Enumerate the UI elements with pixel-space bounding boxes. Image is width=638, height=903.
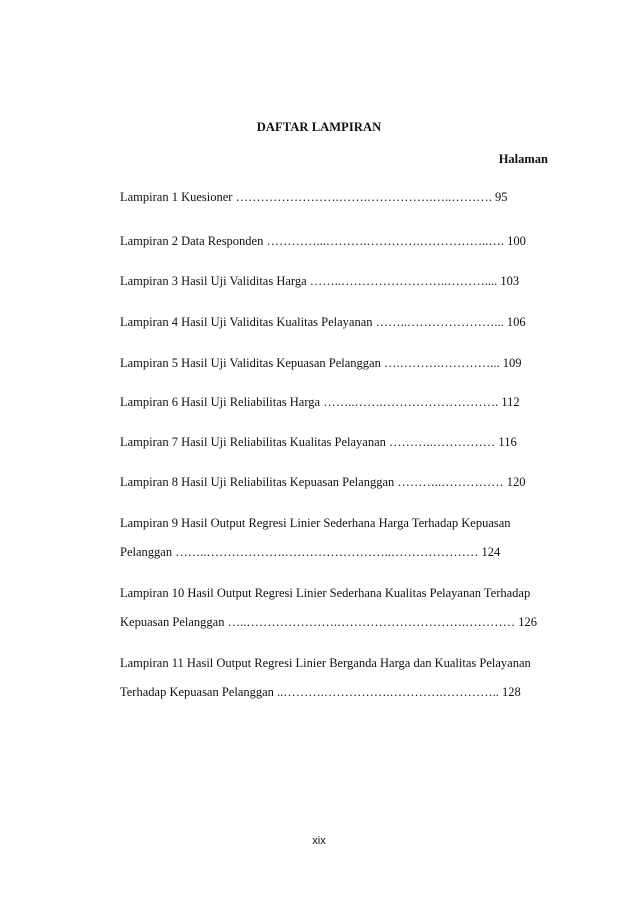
lampiran-entry-1: Lampiran 1 Kuesioner …………………….…….…………….…..………. 95 [120,190,508,204]
lampiran-entry-10-line-1: Lampiran 10 Hasil Output Regresi Linier Sederhana Kualitas Pelayanan Terhadap [120,586,531,600]
lampiran-entry-9-line-2: Pelanggan ……..……………….……………………..………………… 124 [120,545,501,559]
lampiran-entry-3: Lampiran 3 Hasil Uji Validitas Harga ……..……………………..……….... 103 [120,274,520,288]
lampiran-entry-9-line-1: Lampiran 9 Hasil Output Regresi Linier Sederhana Harga Terhadap Kepuasan [120,516,511,530]
lampiran-entry-4: Lampiran 4 Hasil Uji Validitas Kualitas Pelayanan ……..…………………... 106 [120,315,526,329]
page-title: DAFTAR LAMPIRAN [256,120,382,134]
lampiran-entry-5: Lampiran 5 Hasil Uji Validitas Kepuasan Pelanggan ….……….…………... 109 [120,356,522,370]
lampiran-entry-8: Lampiran 8 Hasil Uji Reliabilitas Kepuasan Pelanggan ………..…………… 120 [120,475,526,489]
lampiran-entry-10-line-2: Kepuasan Pelanggan …..………………….………………………….………… 126 [120,615,537,629]
lampiran-entry-11-line-2: Terhadap Kepuasan Pelanggan ..……….…………….………….………….. 128 [120,685,521,699]
lampiran-entry-11-line-1: Lampiran 11 Hasil Output Regresi Linier Berganda Harga dan Kualitas Pelayanan [120,656,531,670]
page-number: xix [312,835,326,847]
lampiran-entry-7: Lampiran 7 Hasil Uji Reliabilitas Kualitas Pelayanan ………..…………… 116 [120,435,517,449]
column-header-halaman: Halaman [498,152,548,166]
lampiran-entry-2: Lampiran 2 Data Responden …………...……….………….……………..…. 100 [120,234,526,248]
lampiran-entry-6: Lampiran 6 Hasil Uji Reliabilitas Harga ……..…….………………………. 112 [120,395,520,409]
